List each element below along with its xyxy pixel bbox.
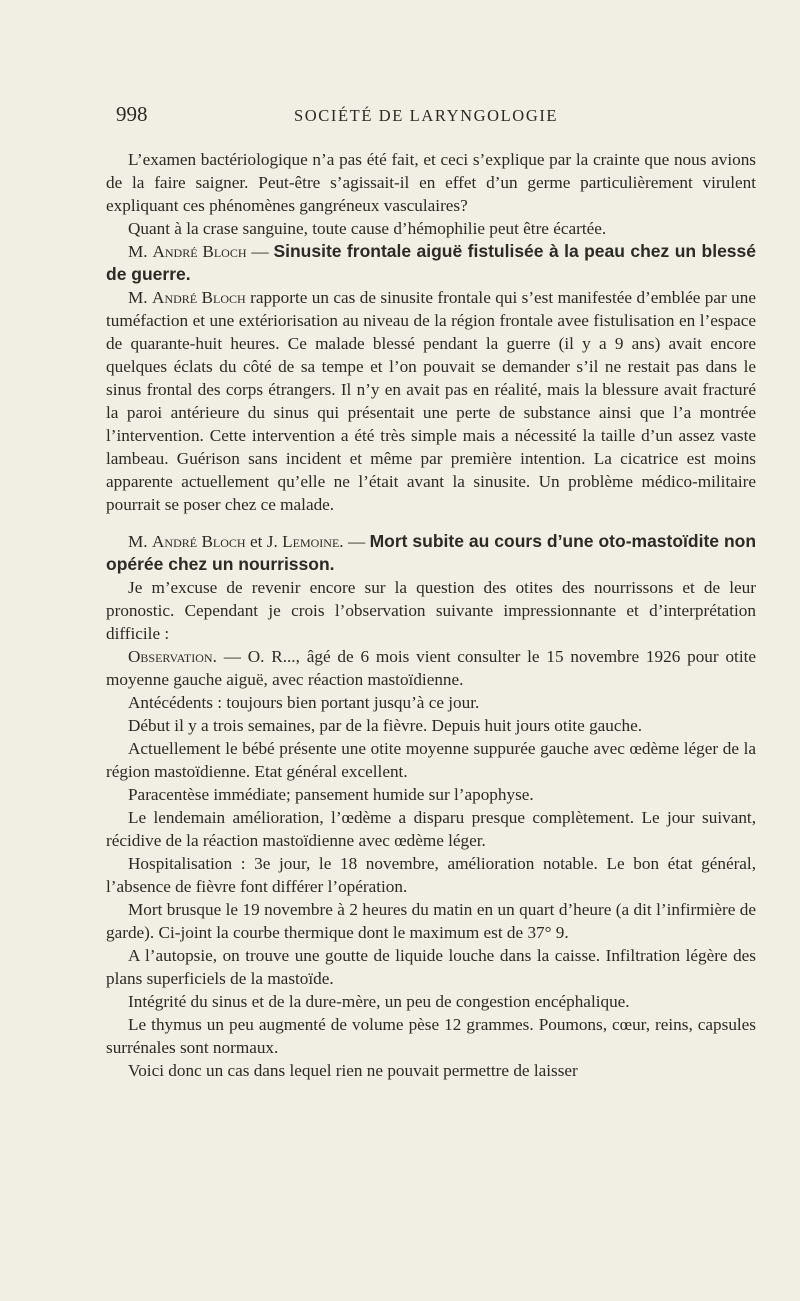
section-2-paragraph: Hospitalisation : 3e jour, le 18 novembre, amélioration notable. Le bon état général, l’absence de fièvre font différer l’opération. <box>106 854 756 896</box>
section-2-prefix: M. <box>128 532 148 551</box>
section-2-paragraph: Le lendemain amélioration, l’œdème a disparu presque complètement. Le jour suivant, récidive de la réaction mastoïdienne avec œdème léger. <box>106 808 756 850</box>
section-2-dash: — <box>348 532 366 551</box>
section-1-para-prefix: M. <box>128 288 148 307</box>
observation-paragraph <box>106 645 756 691</box>
section-1-para-author: André Bloch <box>152 288 246 307</box>
section-1-para-text: rapporte un cas de sinusite frontale qui s’est manifestée d’emblée par une tuméfaction et une extériorisation au niveau de la région frontale avee fistulisation en l’espace de quarante-huit heures. Ce malade blessé pendant la guerre (il y a 9 ans) avait encore quelques éclats du côté de sa tempe et l’on pouvait se demander s’il ne restait pas dans le sinus frontal des corps étrangers. Il n’y en avait pas en réalité, mais la blessure avait fracturé la paroi antérieure du sinus qui présentait une perte de substance ainsi que l’a montrée l’intervention. Cette intervention a été très simple mais a nécessité la taille d’un assez vaste lambeau. Guérison sans incident et même par première intention. La cicatrice est moins apparente actuellement qu’elle ne l’était avant la sinusite. Un problème médico-militaire pourrait se poser chez ce malade. <box>106 288 757 514</box>
section-2-paragraph: Actuellement le bébé présente une otite moyenne suppurée gauche avec œdème léger de la région mastoïdienne. Etat général excellent. <box>106 739 756 781</box>
observation-text: — O. R..., âgé de 6 mois vient consulter le 15 novembre 1926 pour otite moyenne gauche aiguë, avec réaction mastoïdienne. <box>106 647 756 689</box>
section-2-paragraph: Antécédents : toujours bien portant jusqu’à ce jour. <box>128 693 480 712</box>
intro-paragraph-1: L’examen bactériologique n’a pas été fait, et ceci s’explique par la crainte que nous avions de la faire saigner. Peut-être s’agissait-il en effet d’un germe particulièrement virulent expliquant ces phénomènes gangréneux vasculaires? <box>106 150 756 215</box>
section-1-heading <box>106 240 756 286</box>
running-head <box>116 102 756 130</box>
section-2-title: Mort subite au cours d’une oto-mastoïdite non opérée chez un nourrisson. <box>106 531 757 574</box>
section-2-paragraph: A l’autopsie, on trouve une goutte de liquide louche dans la caisse. Infiltration légère des plans superficiels de la mastoïde. <box>106 946 756 988</box>
section-2-author-2: Lemoine. <box>282 532 344 551</box>
section-2-paragraph: Voici donc un cas dans lequel rien ne pouvait permettre de laisser <box>128 1061 578 1080</box>
section-2-paragraph: Le thymus un peu augmenté de volume pèse 12 grammes. Poumons, cœur, reins, capsules surrénales sont normaux. <box>106 1015 756 1057</box>
section-2-paragraph: Paracentèse immédiate; pansement humide sur l’apophyse. <box>128 785 534 804</box>
section-1-title: Sinusite frontale aiguë fistulisée à la peau chez un blessé de guerre. <box>106 241 756 284</box>
section-1-paragraph <box>106 286 756 516</box>
section-1-dash: — <box>251 242 269 261</box>
section-2-conj: et J. <box>249 532 278 551</box>
section-2-heading <box>106 530 756 576</box>
journal-title: SOCIÉTÉ DE LARYNGOLOGIE <box>294 106 559 125</box>
section-2-paragraph: Intégrité du sinus et de la dure-mère, un peu de congestion encéphalique. <box>128 992 630 1011</box>
intro-paragraph-2: Quant à la crase sanguine, toute cause d’hémophilie peut être écartée. <box>128 219 607 238</box>
section-1-prefix: M. <box>128 242 148 261</box>
section-1-author: André Bloch <box>152 242 247 261</box>
body-text <box>106 148 756 1082</box>
section-2-intro: Je m’excuse de revenir encore sur la question des otites des nourrissons et de leur pronostic. Cependant je crois l’observation suivante impressionnante et d’interprétation difficile : <box>106 578 756 643</box>
section-2-paragraph: Début il y a trois semaines, par de la fièvre. Depuis huit jours otite gauche. <box>128 716 643 735</box>
section-2-paragraph: Mort brusque le 19 novembre à 2 heures du matin en un quart d’heure (a dit l’infirmière de garde). Ci-joint la courbe thermique dont le maximum est de 37° 9. <box>106 900 756 942</box>
observation-label: Observation. <box>128 647 217 666</box>
section-2-author-1: André Bloch <box>151 532 246 551</box>
page-number: 998 <box>116 102 148 126</box>
section-gap <box>106 516 756 530</box>
